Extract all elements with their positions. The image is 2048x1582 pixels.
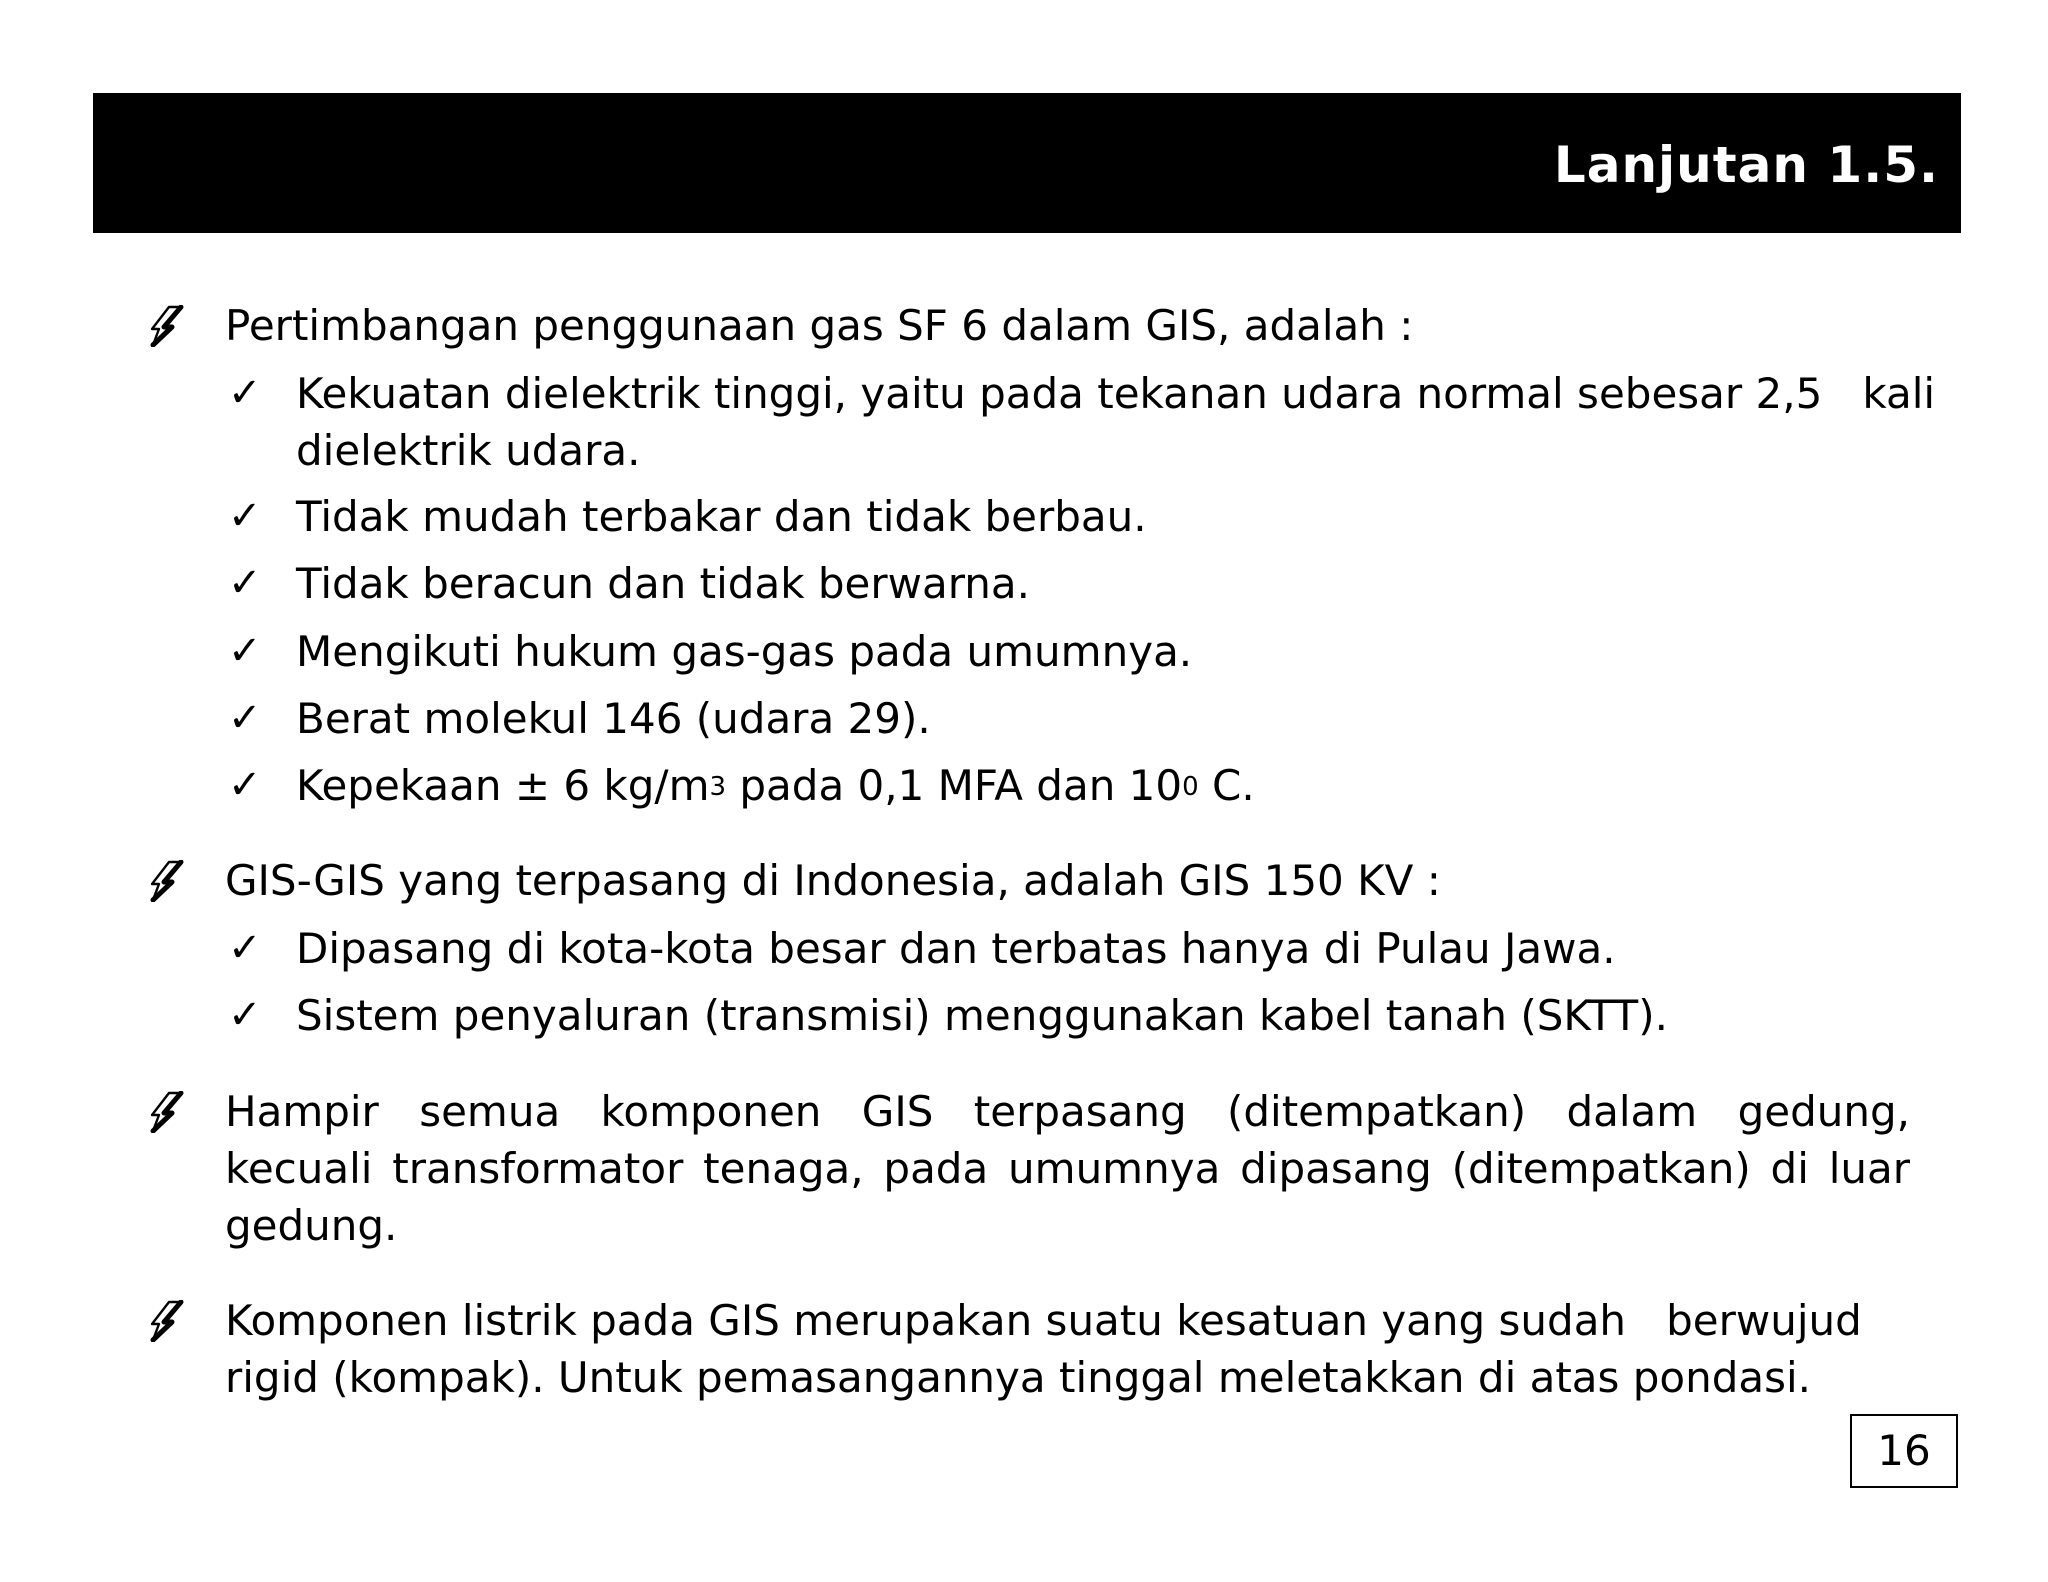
lightning-bolt-icon [150, 305, 184, 347]
lightning-bolt-icon [150, 1091, 184, 1133]
superscript: 0 [1182, 772, 1199, 802]
list-item-text: Sistem penyaluran (transmisi) menggunakan kabel tanah (SKTT). [296, 991, 1668, 1040]
bullet-line: rigid (kompak). Untuk pemasangannya tinggal meletakkan di atas pondasi. [225, 1353, 1812, 1402]
checkmark-icon: ✓ [228, 370, 262, 416]
checkmark-icon: ✓ [228, 493, 262, 539]
text-run: pada 0,1 MFA dan 10 [726, 761, 1183, 810]
text-run: Kepekaan ± 6 kg/m [296, 761, 710, 810]
lightning-bolt-icon [150, 1300, 184, 1342]
bullet-text [225, 1083, 1910, 1254]
list-item-text: Tidak beracun dan tidak berwarna. [296, 559, 1030, 608]
bullet-line: Komponen listrik pada GIS merupakan suatu kesatuan yang sudah berwujud [225, 1296, 1862, 1345]
superscript: 3 [709, 772, 727, 802]
list-item-text: Dipasang di kota-kota besar dan terbatas hanya di Pulau Jawa. [296, 924, 1616, 973]
list-item-text: Tidak mudah terbakar dan tidak berbau. [296, 492, 1147, 541]
checkmark-icon: ✓ [228, 695, 262, 741]
bullet-line: Hampir semua komponen GIS terpasang (ditempatkan) dalam gedung, [225, 1087, 1910, 1136]
bullet-text: Pertimbangan penggunaan gas SF 6 dalam GIS, adalah : [225, 301, 1414, 350]
header-bar [93, 93, 1961, 233]
list-item-line: dielektrik udara. [296, 426, 641, 475]
checkmark-icon: ✓ [228, 992, 262, 1038]
list-item-text: Mengikuti hukum gas-gas pada umumnya. [296, 627, 1193, 676]
lightning-bolt-icon [150, 860, 184, 902]
list-item-text: Berat molekul 146 (udara 29). [296, 694, 931, 743]
bullet-text [225, 1292, 1910, 1406]
bullet-line: kecuali transformator tenaga, pada umumnya dipasang (ditempatkan) di luar [225, 1144, 1910, 1193]
list-item-line: Kekuatan dielektrik tinggi, yaitu pada tekanan udara normal sebesar 2,5 kali [296, 369, 1936, 418]
page-title: Lanjutan 1.5. [1553, 136, 1939, 194]
bullet-text: GIS-GIS yang terpasang di Indonesia, adalah GIS 150 KV : [225, 856, 1441, 905]
checkmark-icon: ✓ [228, 925, 262, 971]
page-number: 16 [1850, 1414, 1958, 1488]
text-run: C. [1198, 761, 1255, 810]
checkmark-icon: ✓ [228, 628, 262, 674]
list-item-text [296, 365, 1936, 479]
list-item-text [296, 757, 1896, 814]
checkmark-icon: ✓ [228, 762, 262, 808]
checkmark-icon: ✓ [228, 560, 262, 606]
bullet-line: gedung. [225, 1201, 398, 1250]
